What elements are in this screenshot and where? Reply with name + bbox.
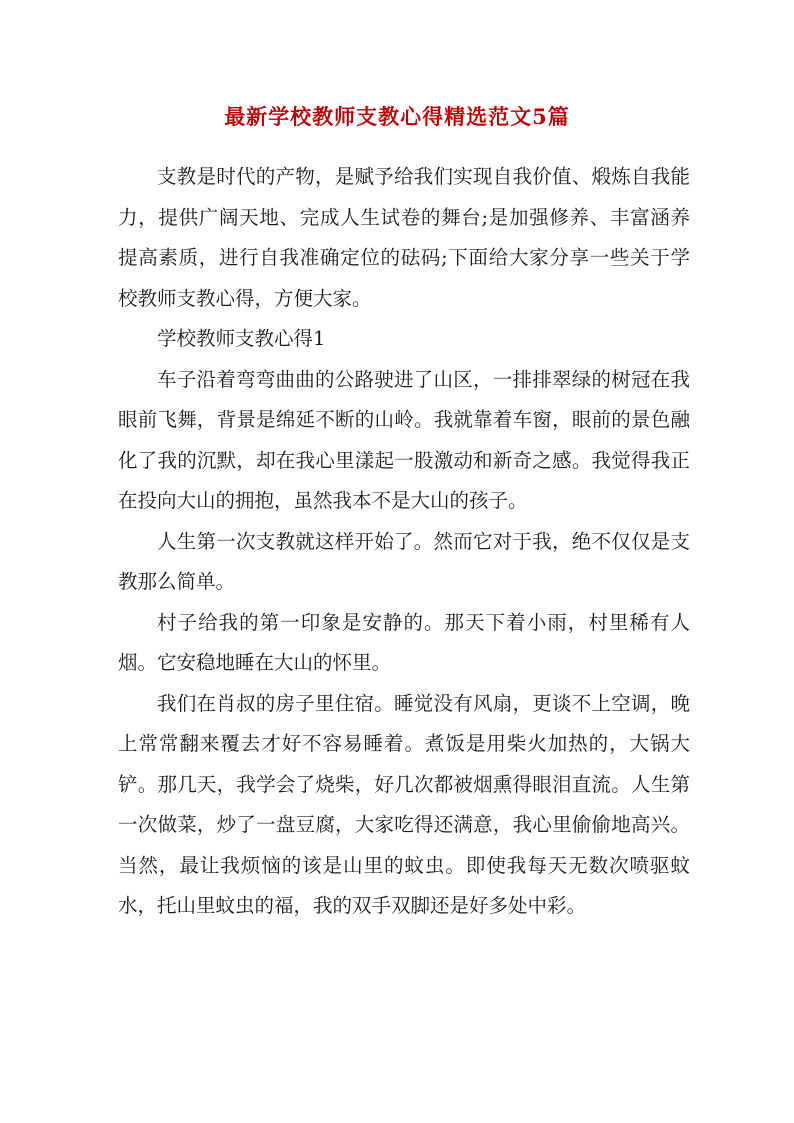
document-body — [118, 157, 690, 927]
body-paragraph: 我们在肖叔的房子里住宿。睡觉没有风扇，更谈不上空调，晚上常常翻来覆去才好不容易睡着。煮饭是用柴火加热的，大锅大铲。那几天，我学会了烧柴，好几次都被烟熏得眼泪直流。人生第一次做菜，炒了一盘豆腐，大家吃得还满意，我心里偷偷地高兴。当然，最让我烦恼的该是山里的蚊虫。即使我每天无数次喷驱蚊水，托山里蚊虫的福，我的双手双脚还是好多处中彩。 — [118, 691, 690, 917]
intro-paragraph: 支教是时代的产物，是赋予给我们实现自我价值、煅炼自我能力，提供广阔天地、完成人生试卷的舞台;是加强修养、丰富涵养提高素质，进行自我准确定位的砝码;下面给大家分享一些关于学校教师支教心得，方便大家。 — [118, 165, 690, 310]
body-paragraph: 人生第一次支教就这样开始了。然而它对于我，绝不仅仅是支教那么简单。 — [118, 529, 690, 593]
section-heading: 学校教师支教心得1 — [157, 327, 326, 350]
document-title: 最新学校教师支教心得精选范文5篇 — [224, 104, 570, 129]
body-paragraph: 村子给我的第一印象是安静的。那天下着小雨，村里稀有人烟。它安稳地睡在大山的怀里。 — [118, 610, 690, 674]
body-paragraph: 车子沿着弯弯曲曲的公路驶进了山区，一排排翠绿的树冠在我眼前飞舞，背景是绵延不断的山岭。我就靠着车窗，眼前的景色融化了我的沉默，却在我心里漾起一股激动和新奇之感。我觉得我正在投向大山的拥抱，虽然我本不是大山的孩子。 — [118, 367, 690, 512]
